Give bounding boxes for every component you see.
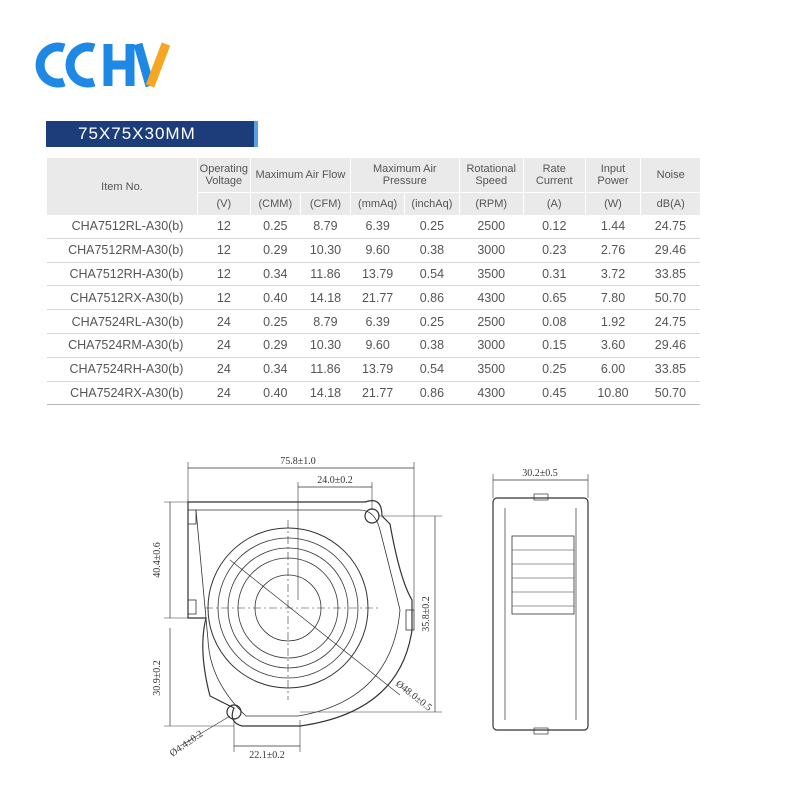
value-cell: 6.39 xyxy=(350,310,404,334)
item-number-cell: CHA7512RM-A30(b) xyxy=(47,238,198,262)
value-cell: 3500 xyxy=(459,262,523,286)
value-cell: 0.65 xyxy=(523,286,585,310)
table-row xyxy=(47,333,701,357)
value-cell: 0.34 xyxy=(250,262,300,286)
header-power: Input Power xyxy=(585,158,641,193)
value-cell: 21.77 xyxy=(350,381,404,405)
value-cell: 9.60 xyxy=(350,333,404,357)
item-number-cell: CHA7512RX-A30(b) xyxy=(47,286,198,310)
unit-inchaq: (inchAq) xyxy=(405,193,459,216)
value-cell: 14.18 xyxy=(300,381,350,405)
value-cell: 2.76 xyxy=(585,238,641,262)
value-cell: 9.60 xyxy=(350,238,404,262)
header-airflow: Maximum Air Flow xyxy=(250,158,350,193)
value-cell: 6.00 xyxy=(585,357,641,381)
value-cell: 11.86 xyxy=(300,262,350,286)
value-cell: 0.12 xyxy=(523,215,585,238)
table-row xyxy=(47,310,701,334)
header-voltage: Operating Voltage xyxy=(197,158,250,193)
value-cell: 0.31 xyxy=(523,262,585,286)
dim-thickness: 30.2±0.5 xyxy=(522,468,558,479)
value-cell: 3.72 xyxy=(585,262,641,286)
value-cell: 13.79 xyxy=(350,262,404,286)
value-cell: 0.29 xyxy=(250,238,300,262)
value-cell: 3.60 xyxy=(585,333,641,357)
header-pressure: Maximum Air Pressure xyxy=(350,158,459,193)
value-cell: 0.25 xyxy=(250,310,300,334)
unit-voltage: (V) xyxy=(197,193,250,216)
dim-bottom-offset: 22.1±0.2 xyxy=(249,750,285,761)
value-cell: 24 xyxy=(197,333,250,357)
value-cell: 33.85 xyxy=(641,357,700,381)
unit-cfm: (CFM) xyxy=(300,193,350,216)
value-cell: 24 xyxy=(197,310,250,334)
value-cell: 0.38 xyxy=(405,238,459,262)
item-number-cell: CHA7524RL-A30(b) xyxy=(47,310,198,334)
mount-hole-top xyxy=(365,509,379,523)
value-cell: 0.54 xyxy=(405,357,459,381)
table-row xyxy=(47,357,701,381)
value-cell: 10.30 xyxy=(300,333,350,357)
mount-hole-bottom xyxy=(227,705,241,719)
value-cell: 0.54 xyxy=(405,262,459,286)
value-cell: 0.29 xyxy=(250,333,300,357)
header-current: Rate Current xyxy=(523,158,585,193)
value-cell: 0.86 xyxy=(405,381,459,405)
value-cell: 7.80 xyxy=(585,286,641,310)
value-cell: 50.70 xyxy=(641,381,700,405)
value-cell: 1.44 xyxy=(585,215,641,238)
value-cell: 0.40 xyxy=(250,286,300,310)
value-cell: 0.15 xyxy=(523,333,585,357)
value-cell: 50.70 xyxy=(641,286,700,310)
dim-hole-dia: Ø4.4±0.2 xyxy=(167,728,206,760)
item-number-cell: CHA7512RH-A30(b) xyxy=(47,262,198,286)
company-logo xyxy=(34,40,174,90)
dim-height-bottom: 30.9±0.2 xyxy=(152,660,163,696)
value-cell: 0.86 xyxy=(405,286,459,310)
value-cell: 29.46 xyxy=(641,333,700,357)
value-cell: 24.75 xyxy=(641,215,700,238)
value-cell: 13.79 xyxy=(350,357,404,381)
value-cell: 21.77 xyxy=(350,286,404,310)
value-cell: 8.79 xyxy=(300,310,350,334)
spec-table xyxy=(46,158,700,405)
fan-housing-outline xyxy=(188,501,412,726)
table-row xyxy=(47,286,701,310)
value-cell: 0.25 xyxy=(523,357,585,381)
value-cell: 14.18 xyxy=(300,286,350,310)
value-cell: 3000 xyxy=(459,238,523,262)
left-tab-lower xyxy=(188,600,196,614)
value-cell: 4300 xyxy=(459,381,523,405)
value-cell: 10.80 xyxy=(585,381,641,405)
value-cell: 3500 xyxy=(459,357,523,381)
item-number-cell: CHA7524RX-A30(b) xyxy=(47,381,198,405)
dim-inlet-dia: Ø48.0±0.5 xyxy=(393,678,434,714)
value-cell: 12 xyxy=(197,238,250,262)
header-item: Item No. xyxy=(47,158,198,215)
table-row xyxy=(47,262,701,286)
value-cell: 1.92 xyxy=(585,310,641,334)
value-cell: 12 xyxy=(197,286,250,310)
value-cell: 0.38 xyxy=(405,333,459,357)
value-cell: 24 xyxy=(197,381,250,405)
unit-rpm: (RPM) xyxy=(459,193,523,216)
item-number-cell: CHA7512RL-A30(b) xyxy=(47,215,198,238)
side-outlet xyxy=(512,536,574,614)
unit-db: dB(A) xyxy=(641,193,700,216)
header-noise: Noise xyxy=(641,158,700,193)
value-cell: 0.25 xyxy=(405,215,459,238)
value-cell: 0.25 xyxy=(405,310,459,334)
value-cell: 0.40 xyxy=(250,381,300,405)
size-banner xyxy=(46,121,258,147)
unit-amp: (A) xyxy=(523,193,585,216)
value-cell: 0.23 xyxy=(523,238,585,262)
dim-inlet-offset: 24.0±0.2 xyxy=(317,475,353,486)
value-cell: 2500 xyxy=(459,215,523,238)
value-cell: 33.85 xyxy=(641,262,700,286)
unit-watt: (W) xyxy=(585,193,641,216)
table-row xyxy=(47,215,701,238)
left-tab xyxy=(188,510,196,524)
size-label: 75X75X30MM xyxy=(78,124,196,143)
value-cell: 24 xyxy=(197,357,250,381)
value-cell: 0.34 xyxy=(250,357,300,381)
item-number-cell: CHA7524RM-A30(b) xyxy=(47,333,198,357)
dim-hole-span: 35.8±0.2 xyxy=(421,596,432,632)
value-cell: 29.46 xyxy=(641,238,700,262)
table-row xyxy=(47,238,701,262)
dim-height-top: 40.4±0.6 xyxy=(152,542,163,578)
value-cell: 6.39 xyxy=(350,215,404,238)
value-cell: 2500 xyxy=(459,310,523,334)
header-speed: Rotational Speed xyxy=(459,158,523,193)
value-cell: 12 xyxy=(197,262,250,286)
value-cell: 3000 xyxy=(459,333,523,357)
value-cell: 8.79 xyxy=(300,215,350,238)
value-cell: 11.86 xyxy=(300,357,350,381)
value-cell: 0.08 xyxy=(523,310,585,334)
table-row xyxy=(47,381,701,405)
value-cell: 10.30 xyxy=(300,238,350,262)
value-cell: 12 xyxy=(197,215,250,238)
right-tab xyxy=(406,610,414,630)
value-cell: 4300 xyxy=(459,286,523,310)
dim-width: 75.8±1.0 xyxy=(280,456,316,467)
value-cell: 24.75 xyxy=(641,310,700,334)
value-cell: 0.25 xyxy=(250,215,300,238)
value-cell: 0.45 xyxy=(523,381,585,405)
item-number-cell: CHA7524RH-A30(b) xyxy=(47,357,198,381)
fan-dimension-drawing xyxy=(150,450,630,770)
unit-mmaq: (mmAq) xyxy=(350,193,404,216)
unit-cmm: (CMM) xyxy=(250,193,300,216)
